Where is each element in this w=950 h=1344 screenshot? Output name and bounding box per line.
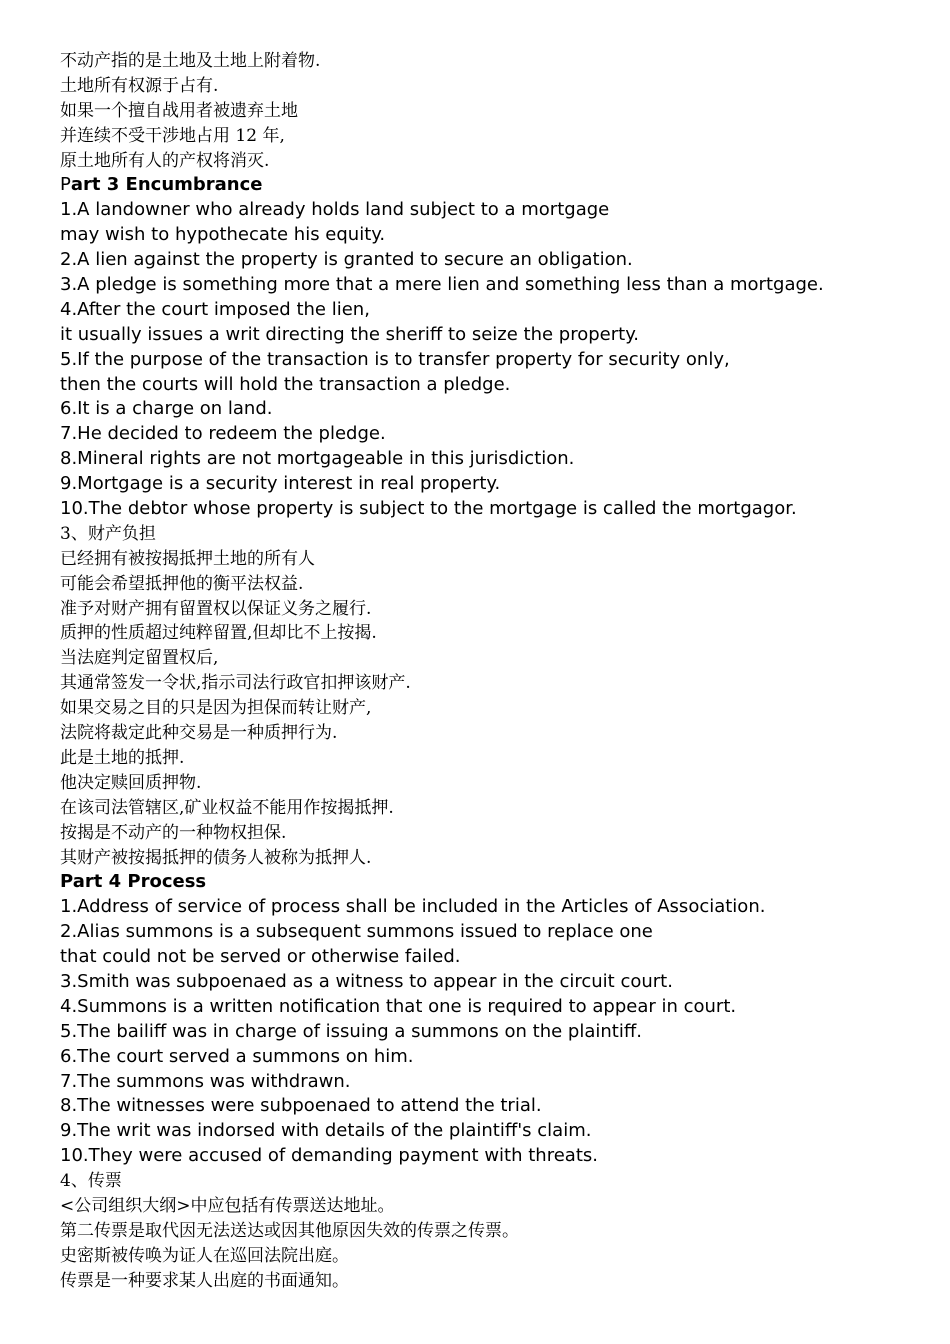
part4-heading: Part 4 Process [60, 871, 207, 893]
part3-heading-initial: P [60, 174, 71, 196]
document-page [60, 49, 940, 1294]
part4-zh-title: 4、传票 [60, 1171, 122, 1192]
part3-en-line: 1.A landowner who already holds land subject to a mortgage [60, 199, 610, 221]
part3-zh-line: 可能会希望抵押他的衡平法权益. [60, 573, 304, 594]
part3-zh-line: 质押的性质超过纯粹留置,但却比不上按揭. [60, 623, 377, 644]
part4-en-line: 2.Alias summons is a subsequent summons issued to replace one [60, 921, 653, 943]
part3-zh-line: 已经拥有被按揭抵押土地的所有人 [60, 548, 315, 569]
part3-en-line: it usually issues a writ directing the sheriff to seize the property. [60, 323, 639, 345]
part3-en-line: 4.After the court imposed the lien, [60, 298, 370, 320]
part3-zh-title: 3、财产负担 [60, 523, 156, 544]
part3-en-line: 2.A lien against the property is granted to secure an obligation. [60, 249, 633, 271]
intro-zh-line: 如果一个擅自战用者被遗弃土地 [60, 100, 298, 121]
intro-zh-line: 不动产指的是土地及土地上附着物. [60, 51, 321, 71]
part4-zh-line: 史密斯被传唤为证人在巡回法院出庭。 [60, 1245, 349, 1266]
part3-zh-line: 其通常签发一令状,指示司法行政官扣押该财产. [60, 673, 411, 694]
part3-en-line: then the courts will hold the transaction a pledge. [60, 373, 511, 395]
part4-en-line: 5.The bailiff was in charge of issuing a summons on the plaintiff. [60, 1020, 642, 1042]
part4-en-line: 6.The court served a summons on him. [60, 1045, 414, 1067]
part4-en-line: 3.Smith was subpoenaed as a witness to appear in the circuit court. [60, 970, 673, 992]
part3-zh-line: 按揭是不动产的一种物权担保. [60, 822, 287, 843]
part4-en-line: 4.Summons is a written notification that one is required to appear in court. [60, 995, 737, 1017]
part4-en-line: 7.The summons was withdrawn. [60, 1070, 351, 1092]
part3-heading [60, 173, 940, 198]
part3-zh-line: 准予对财产拥有留置权以保证义务之履行. [60, 598, 372, 619]
part3-zh-line: 在该司法管辖区,矿业权益不能用作按揭抵押. [60, 797, 394, 818]
part3-zh-line: 此是土地的抵押. [60, 747, 185, 768]
part4-zh-line: <公司组织大纲>中应包括有传票送达地址。 [60, 1195, 395, 1216]
part3-en-line: may wish to hypothecate his equity. [60, 224, 386, 246]
part4-zh-line: 传票是一种要求某人出庭的书面通知。 [60, 1270, 349, 1291]
part3-en-line: 9.Mortgage is a security interest in real property. [60, 473, 501, 495]
part3-zh-line: 其财产被按揭抵押的债务人被称为抵押人. [60, 847, 372, 868]
part3-heading-rest: art 3 Encumbrance [70, 174, 263, 196]
part3-en-line: 3.A pledge is something more that a mere lien and something less than a mortgage. [60, 274, 824, 296]
part4-zh-line: 第二传票是取代因无法送达或因其他原因失效的传票之传票。 [60, 1220, 519, 1241]
part3-zh-line: 法院将裁定此种交易是一种质押行为. [60, 723, 338, 744]
intro-zh-line: 土地所有权源于占有. [60, 75, 219, 96]
part4-en-line: 9.The writ was indorsed with details of the plaintiff's claim. [60, 1120, 592, 1142]
part4-en-line: that could not be served or otherwise failed. [60, 946, 461, 968]
part3-zh-line: 如果交易之目的只是因为担保而转让财产, [60, 698, 372, 719]
intro-zh-line: 并连续不受干涉地占用 12 年, [60, 125, 285, 146]
part3-en-line: 10.The debtor whose property is subject to the mortgage is called the mortgagor. [60, 498, 797, 520]
intro-zh-line: 原土地所有人的产权将消灭. [60, 150, 270, 171]
part3-en-line: 8.Mineral rights are not mortgageable in this jurisdiction. [60, 448, 575, 470]
part3-en-line: 6.It is a charge on land. [60, 398, 273, 420]
part4-en-line: 10.They were accused of demanding payment with threats. [60, 1145, 598, 1167]
part4-en-line: 1.Address of service of process shall be included in the Articles of Association. [60, 896, 766, 918]
part3-en-line: 7.He decided to redeem the pledge. [60, 423, 386, 445]
part4-en-line: 8.The witnesses were subpoenaed to attend the trial. [60, 1095, 542, 1117]
part3-en-line: 5.If the purpose of the transaction is to transfer property for security only, [60, 348, 730, 370]
part3-zh-line: 当法庭判定留置权后, [60, 648, 219, 669]
part3-zh-line: 他决定赎回质押物. [60, 772, 202, 793]
